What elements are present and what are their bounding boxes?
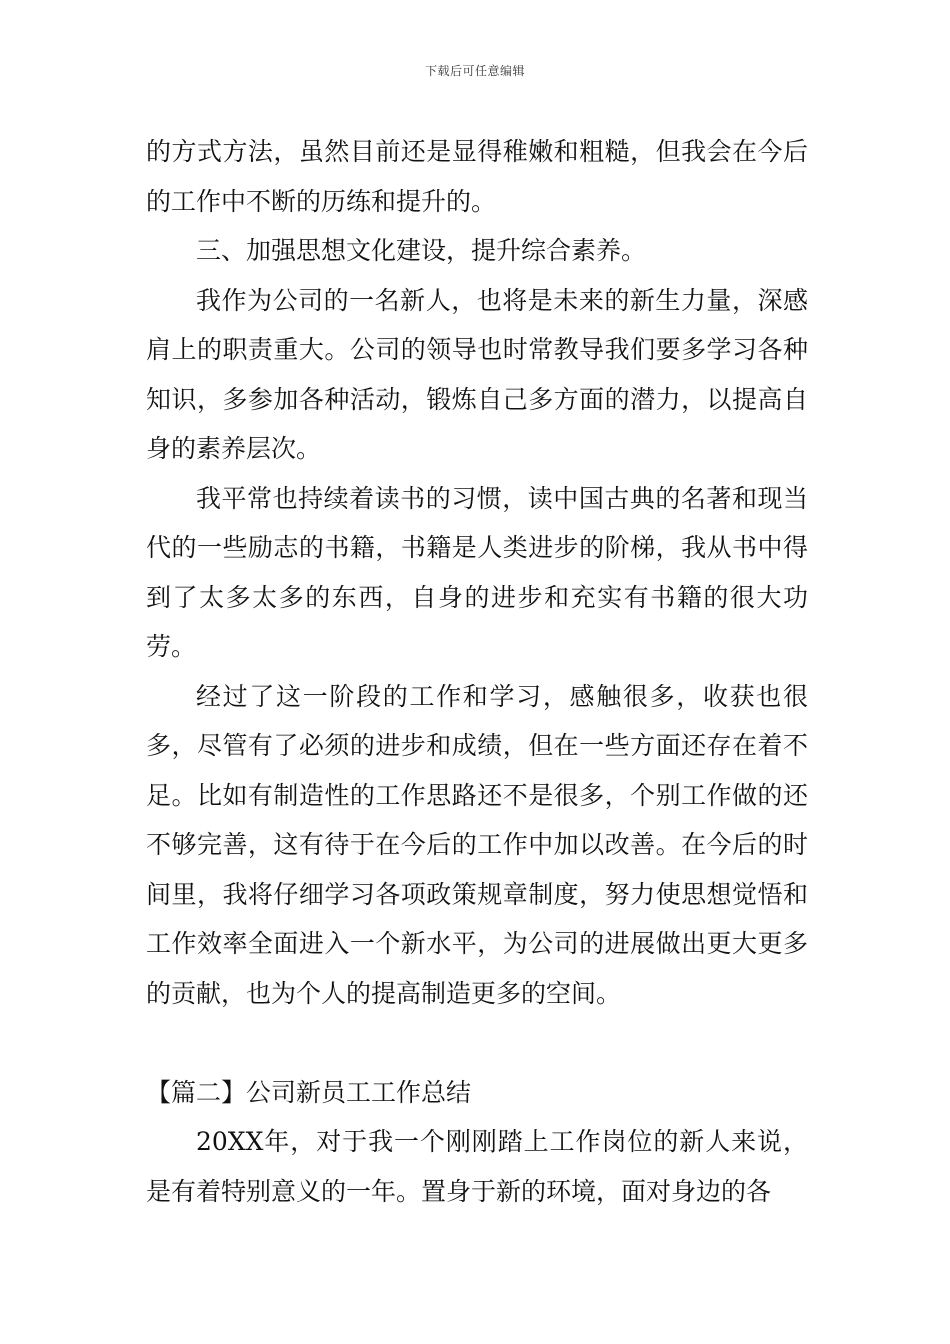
paragraph-part-two-intro: 20XX年，对于我一个刚刚踏上工作岗位的新人来说，是有着特别意义的一年。置身于新的环境，面对身边的各 xyxy=(146,1127,808,1206)
section-heading-part-two: 【篇二】公司新员工工作总结 xyxy=(146,1077,472,1107)
paragraph-continuation: 的方式方法，虽然目前还是显得稚嫩和粗糙，但我会在今后的工作中不断的历练和提升的。 xyxy=(146,137,808,216)
paragraph-reading-habit: 我平常也持续着读书的习惯，读中国古典的名著和现当代的一些励志的书籍，书籍是人类进步的阶梯，我从书中得到了太多太多的东西，自身的进步和充实有书籍的很大功劳。 xyxy=(146,483,808,661)
subheading-three: 三、加强思想文化建设，提升综合素养。 xyxy=(196,236,647,265)
paragraph-new-member: 我作为公司的一名新人，也将是未来的新生力量，深感肩上的职责重大。公司的领导也时常教导我们要多学习各种知识，多参加各种活动，锻炼自己多方面的潜力，以提高自身的素养层次。 xyxy=(146,285,808,463)
page-header: 下载后可任意编辑 xyxy=(424,64,525,78)
document-body xyxy=(146,127,808,1216)
paragraph-reflection: 经过了这一阶段的工作和学习，感触很多，收获也很多，尽管有了必须的进步和成绩，但在一些方面还存在着不足。比如有制造性的工作思路还不是很多，个别工作做的还不够完善，这有待于在今后的工作中加以改善。在今后的时间里，我将仔细学习各项政策规章制度，努力使思想觉悟和工作效率全面进入一个新水平，为公司的进展做出更大更多的贡献，也为个人的提高制造更多的空间。 xyxy=(146,681,808,1008)
